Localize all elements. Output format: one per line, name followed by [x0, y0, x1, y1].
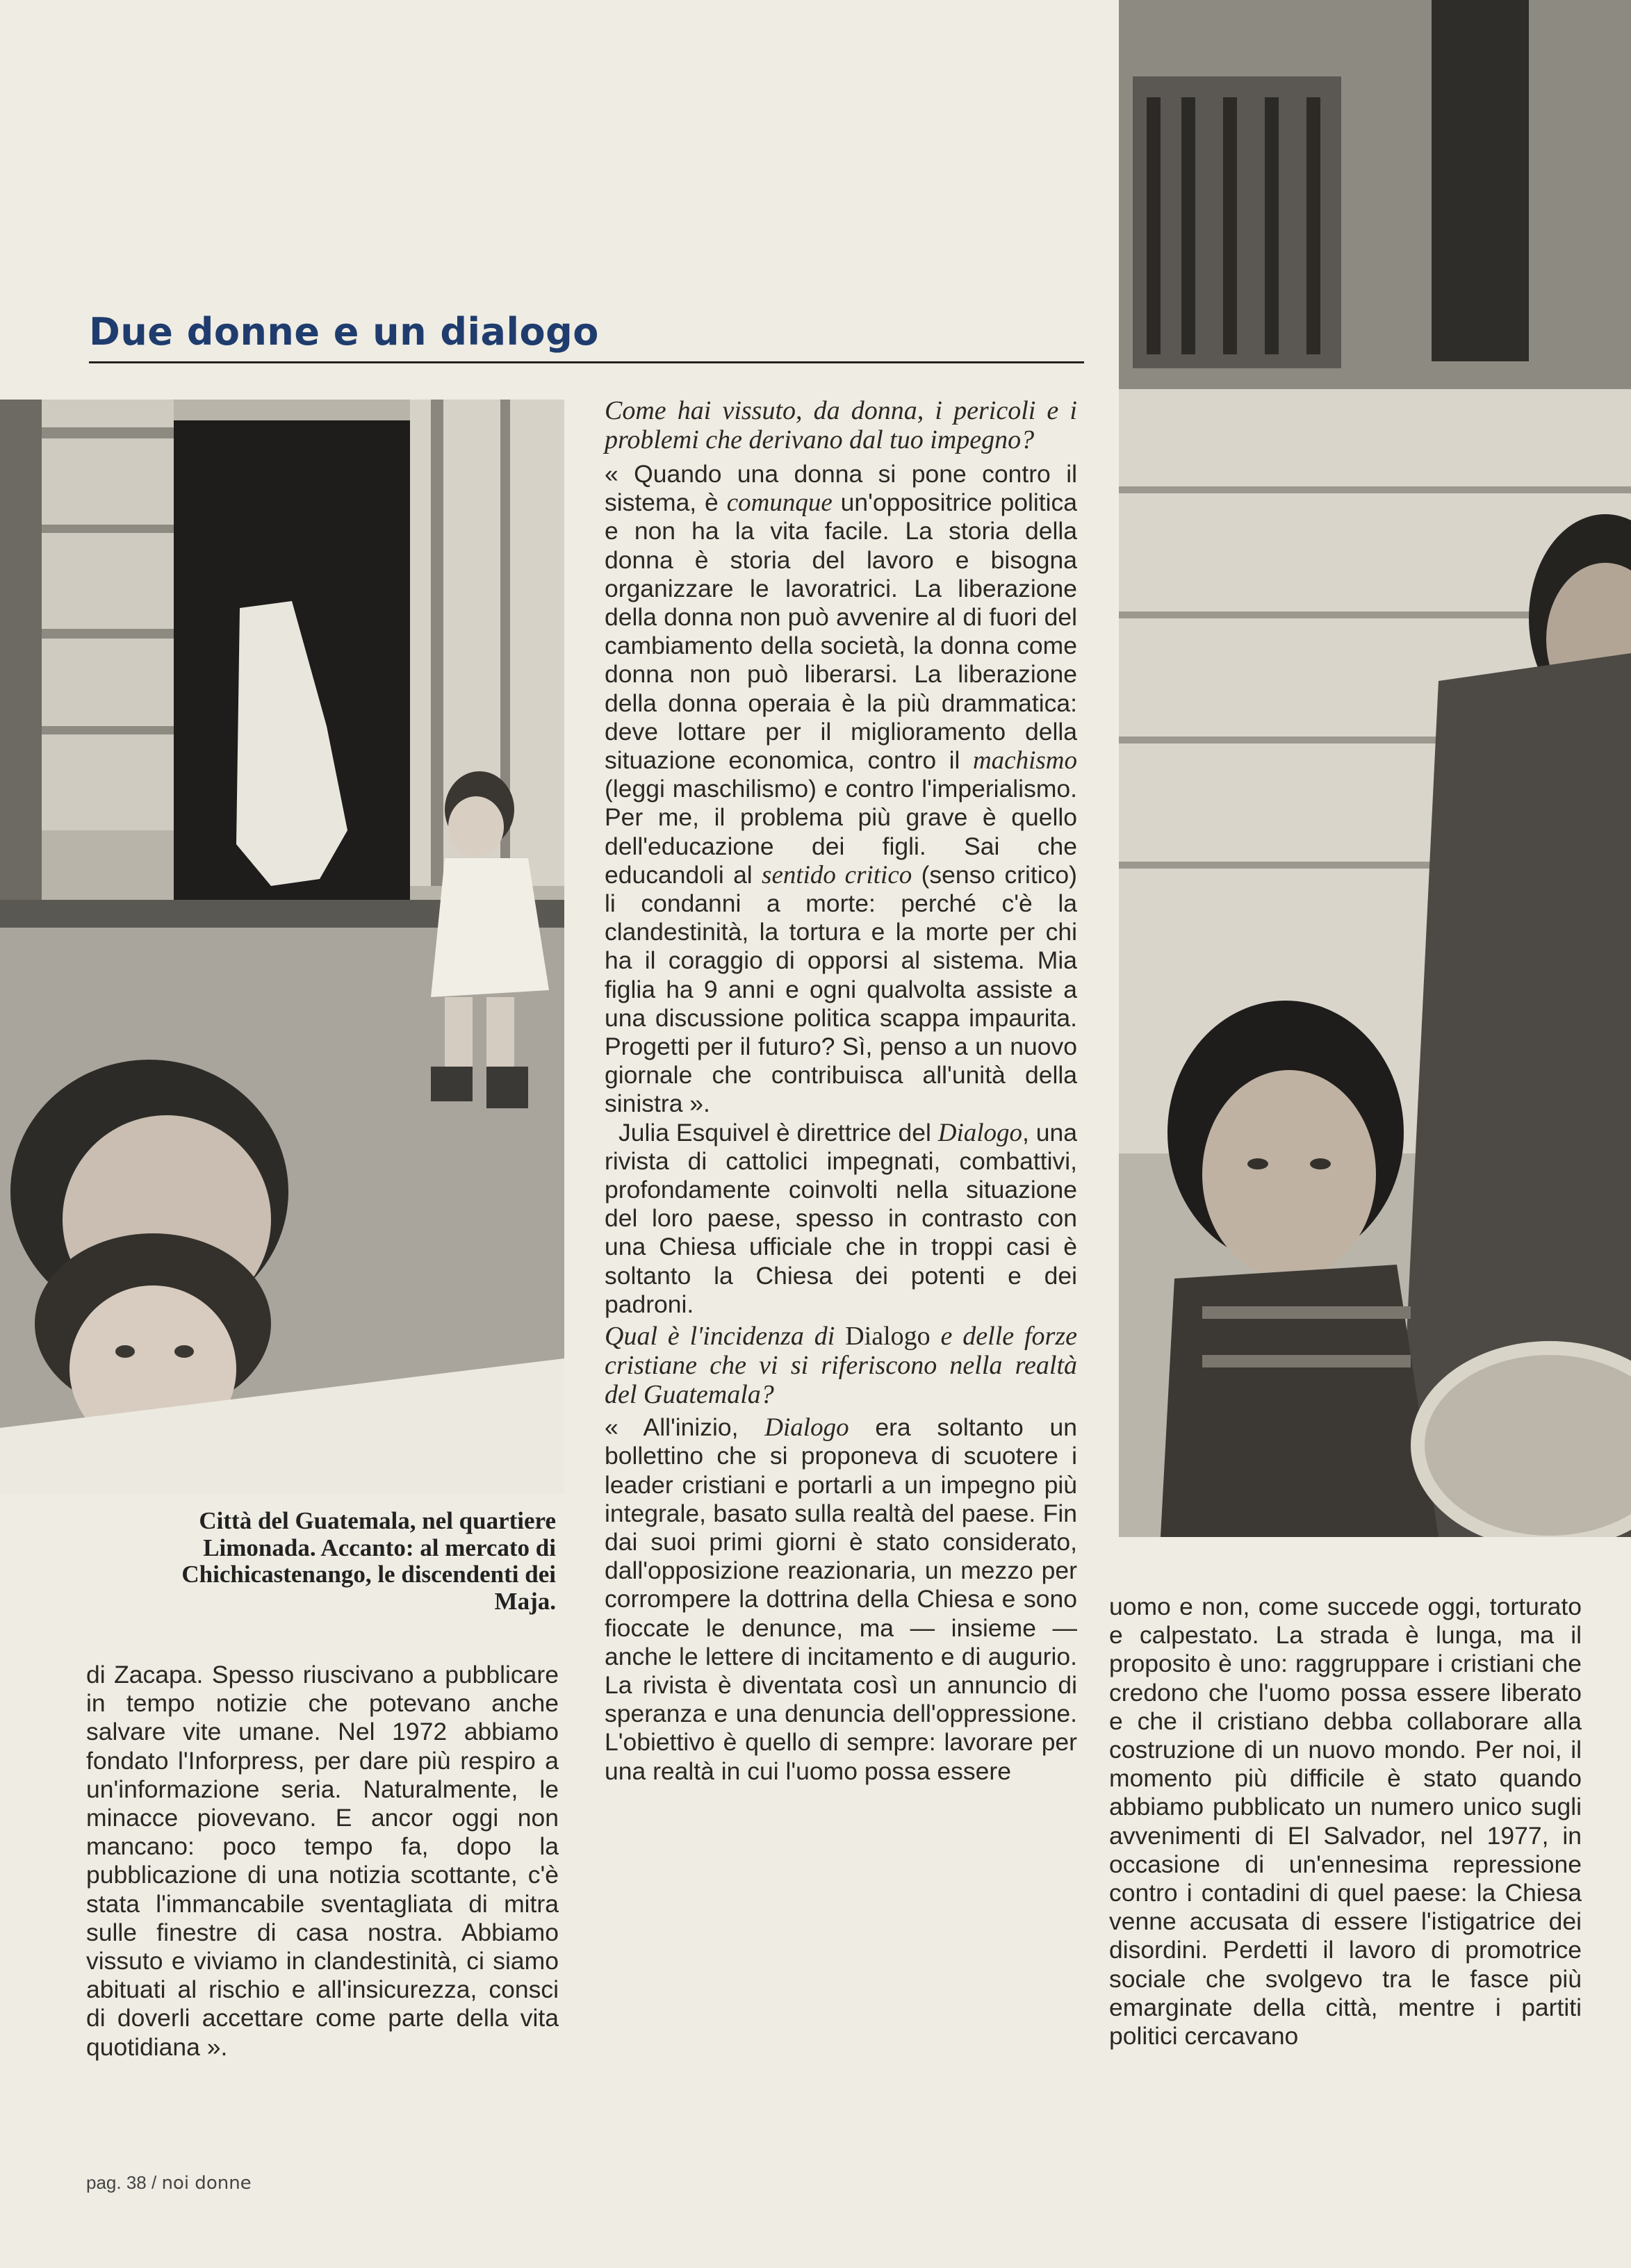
title-rule: [89, 361, 1084, 363]
section-title: Due donne e un dialogo: [89, 310, 599, 354]
column-3-text: uomo e non, come succede oggi, torturato e calpestato. La strada è lunga, ma il proposito è uno: raggruppare i cristiani che credono che l'uomo possa essere liberato e che il cristiano debba collaborare alla costruzione di un nuovo mondo. Per noi, il momento più difficile è stato quando abbiamo pubblicato un numero unico sugli avvenimenti di El Salvador, nel 1977, in occasione di un'ennesima repressione contro i contadini di quel paese: la Chiesa venne accusata di essere l'istigatrice dei disordini. Perdetti il lavoro di promotrice sociale che svolgevo tra le fasce più emarginate della città, mentre i partiti politici cercavano: [1109, 1593, 1582, 2051]
photo-chichicastenango-illustration: [1119, 0, 1631, 1537]
paragraph-julia-esquivel: Julia Esquivel è direttrice del Dialogo, una rivista di cattolici impegnati, combattivi, profondamente coinvolti nella situazione del loro paese, spesso in contrasto con una Chiesa ufficiale che in troppi casi è soltanto la Chiesa dei potenti e dei padroni.: [605, 1118, 1077, 1318]
magazine-name: noi donne: [161, 2173, 252, 2194]
photo-limonada: [0, 400, 564, 1494]
article-column-3-bottom: [1109, 1593, 1582, 2051]
column-1-text: di Zacapa. Spesso riuscivano a pubblicare in tempo notizie che potevano anche salvare vite umane. Nel 1972 abbiamo fondato l'Inforpress, per dare più respiro a un'informazione seria. Naturalmente, le minacce piovevano. E ancor oggi non mancano: poco tempo fa, dopo la pubblicazione di una notizia scottante, c'è stata l'immancabile sventagliata di mitra sulle finestre di casa nostra. Abbiamo vissuto e viviamo in clandestinità, ci siamo abituati al rischio e all'insicurezza, consci di doverli accettare come parte della vita quotidiana ».: [86, 1661, 559, 2061]
photo-chichicastenango: [1119, 0, 1631, 1537]
interview-answer-2: « All'inizio, Dialogo era soltanto un bollettino che si proponeva di scuotere i leader cristiani e portarli a un impegno più integrale, basato sulla realtà del paese. Fin dai suoi primi giorni è stato considerato, dall'opposizione reazionaria, un mezzo per corrompere la dottrina della Chiesa e sono fioccate le denunce, ma — insieme — anche le lettere di incitamento e di augurio. La rivista è diventata così un annuncio di speranza e una denuncia dell'oppressione. L'obiettivo è quello di sempre: lavorare per una realtà in cui l'uomo possa essere: [605, 1413, 1077, 1785]
interview-question-1: Come hai vissuto, da donna, i pericoli e i problemi che derivano dal tuo impegno?: [605, 396, 1077, 454]
article-column-1-bottom: [86, 1661, 559, 2062]
photo-limonada-illustration: [0, 400, 564, 1494]
interview-question-2: Qual è l'incidenza di Dialogo e delle forze cristiane che vi si riferiscono nella realtà del Guatemala?: [605, 1322, 1077, 1410]
page-number: pag. 38 /: [86, 2172, 157, 2193]
page-footer: [86, 2172, 252, 2194]
article-column-2: [605, 396, 1077, 1786]
interview-answer-1: « Quando una donna si pone contro il sistema, è comunque un'oppositrice politica e non ha la vita facile. La storia della donna è storia del lavoro e bisogna organizzare le lavoratrici. La liberazione della donna non può avvenire al di fuori del cambiamento della società, la donna come donna non può liberarsi. La liberazione della donna operaia è la più drammatica: deve lottare per il miglioramento della situazione economica, contro il machismo (leggi maschilismo) e contro l'imperialismo. Per me, il problema più grave è quello dell'educazione dei figli. Sai che educandoli al sentido critico (senso critico) li condanni a morte: perché c'è la clandestinità, la tortura e la morte per chi ha il coraggio di opporsi al sistema. Mia figlia ha 9 anni e ogni qualvolta assiste a una discussione politica scappa impaurita. Progetti per il futuro? Sì, penso a un nuovo giornale che contribuisca all'unità della sinistra ».: [605, 460, 1078, 1118]
photo-caption: Città del Guatemala, nel quartiere Limonada. Accanto: al mercato di Chichicastenango, le discendenti dei Maja.: [181, 1507, 556, 1615]
